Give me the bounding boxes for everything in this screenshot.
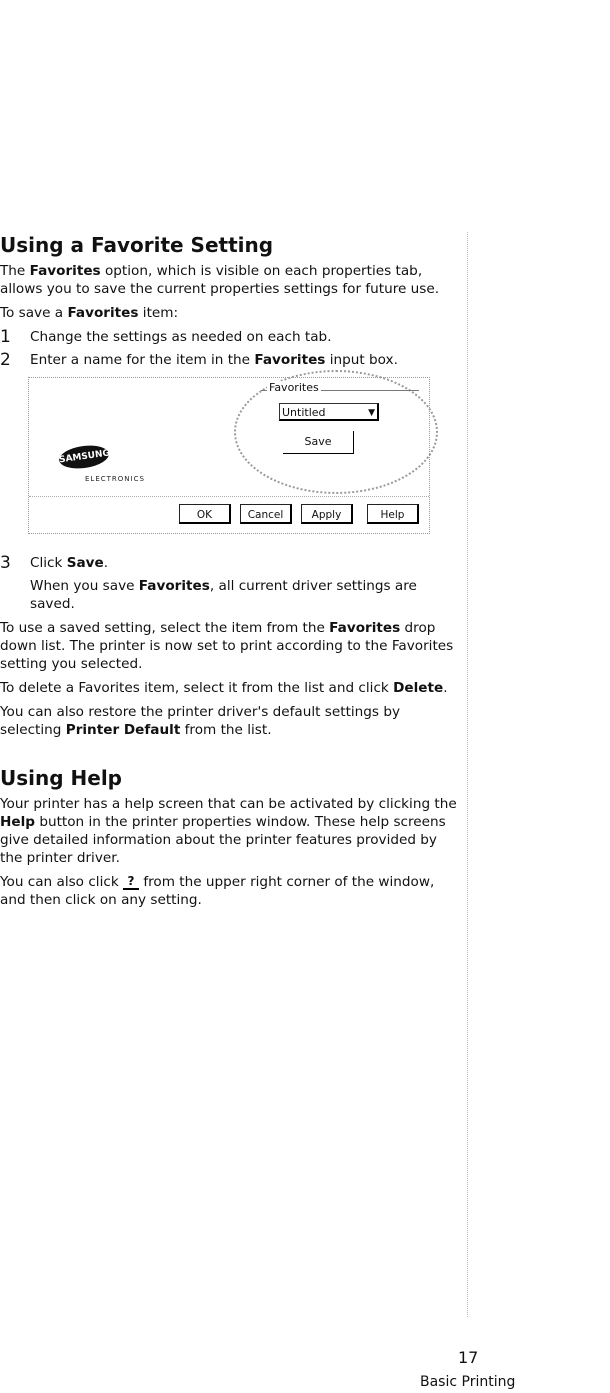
- favorites-dialog-screenshot: [28, 377, 430, 534]
- help-icon-paragraph: You can also click ? from the upper right corner of the window, and then click on any setting.: [0, 874, 435, 908]
- favorites-group-label: Favorites: [269, 381, 319, 394]
- help-question-icon: ?: [123, 874, 139, 890]
- heading-using-help: Using Help: [0, 766, 122, 790]
- margin-rule: [467, 232, 468, 1317]
- chevron-down-icon: ▼: [368, 408, 375, 418]
- content-column: [0, 228, 460, 915]
- ok-button[interactable]: OK: [179, 504, 231, 524]
- save-button[interactable]: Save: [283, 431, 354, 454]
- restore-default: You can also restore the printer driver's default settings by selecting Printer Default from the list.: [0, 704, 401, 738]
- step-1: 1 Change the settings as needed on each tab.: [0, 327, 332, 347]
- favorites-group: [261, 381, 419, 461]
- step-3-detail: When you save Favorites, all current driver settings are saved.: [30, 578, 417, 612]
- step-number: 3: [0, 553, 11, 573]
- samsung-logo: SAMSUNG: [58, 443, 111, 472]
- dialog-divider: [29, 496, 429, 497]
- help-button[interactable]: Help: [367, 504, 419, 524]
- use-saved-setting: To use a saved setting, select the item from the Favorites drop down list. The printer is now set to print according to the Favorites setting you selected.: [0, 620, 454, 672]
- help-paragraph: Your printer has a help screen that can be activated by clicking the Help button in the printer properties window. These help screens give detailed information about the printer features provided by the printer driver.: [0, 796, 457, 866]
- logo-subtext: ELECTRONICS: [85, 475, 145, 483]
- footer-title: Basic Printing: [420, 1374, 516, 1390]
- apply-button[interactable]: Apply: [301, 504, 353, 524]
- cancel-button[interactable]: Cancel: [240, 504, 292, 524]
- step-number: 1: [0, 327, 11, 347]
- favorites-intro: The Favorites option, which is visible on each properties tab, allows you to save the current properties settings for future use.: [0, 263, 440, 297]
- favorites-dropdown[interactable]: Untitled ▼: [279, 403, 379, 421]
- step-3: 3 Click Save.: [0, 553, 109, 573]
- to-save-line: To save a Favorites item:: [0, 305, 179, 321]
- step-2: 2 Enter a name for the item in the Favorites input box.: [0, 350, 398, 370]
- page-number: 17: [458, 1348, 479, 1367]
- heading-favorite-setting: Using a Favorite Setting: [0, 233, 274, 257]
- step-number: 2: [0, 350, 11, 370]
- delete-favorite: To delete a Favorites item, select it from the list and click Delete.: [0, 680, 448, 696]
